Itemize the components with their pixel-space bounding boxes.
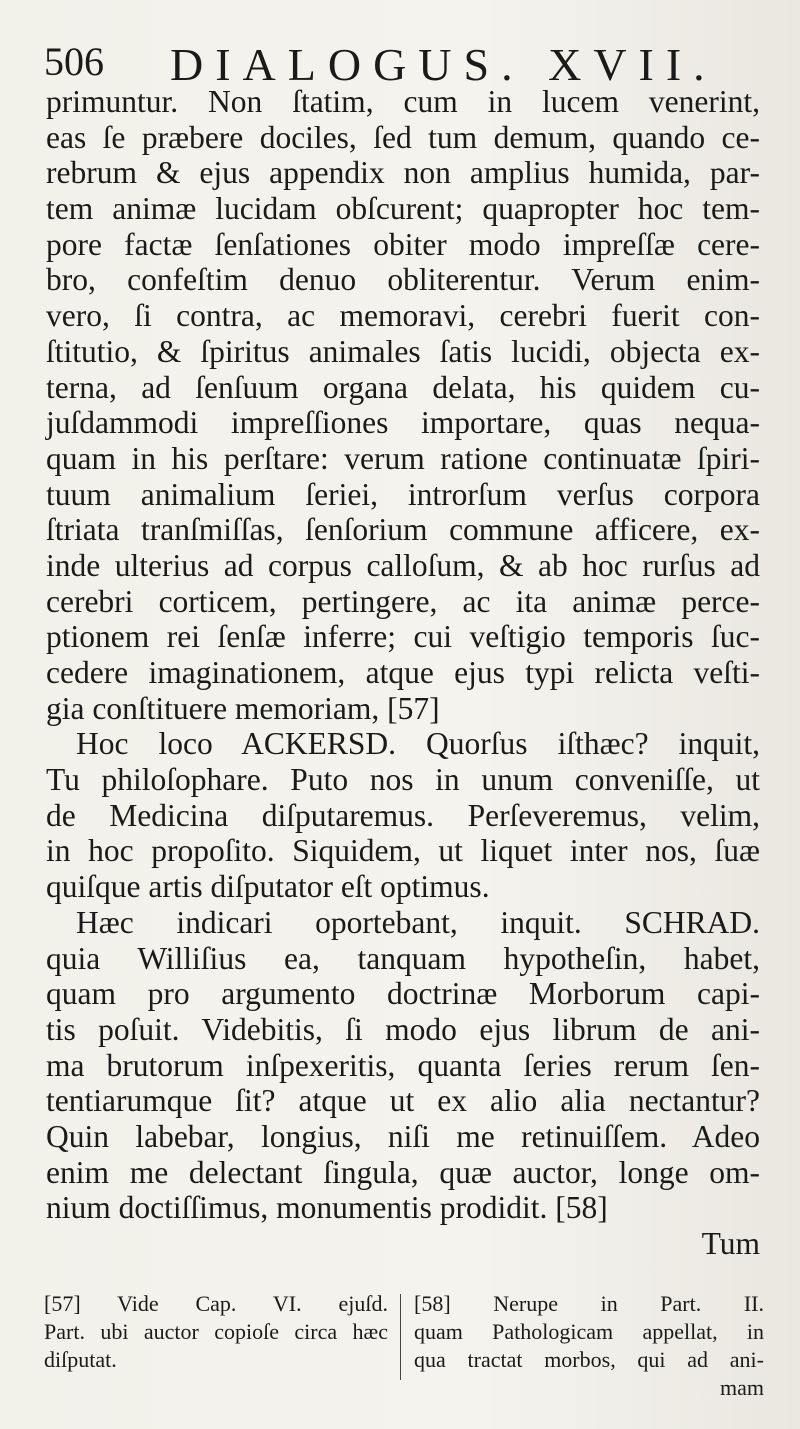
text-line: gia conſtituere memoriam, [57] <box>46 690 440 726</box>
text-line: juſdammodi impreſſiones importare, quas nequa- <box>46 405 760 441</box>
text-line: Hoc loco ACKERSD. Quorſus iſthæc? inquit, <box>76 726 760 762</box>
text-line: pore factæ ſenſationes obiter modo impreſſæ cere- <box>46 226 760 262</box>
footnote-line: quam Pathologicam appellat, in <box>414 1319 764 1344</box>
text-line: in hoc propoſito. Siquidem, ut liquet inter nos, ſuæ <box>46 833 760 869</box>
text-line: terna, ad ſenſuum organa delata, his quidem cu- <box>46 369 760 405</box>
running-title: DIALOGUS. XVII. <box>170 39 717 90</box>
text-line: nium doctiſſimus, monumentis prodidit. [58] <box>46 1190 608 1226</box>
footnote-line: diſputat. <box>44 1347 117 1372</box>
text-line: eas ſe præbere dociles, ſed tum demum, quando ce- <box>46 119 760 155</box>
footnote-line: qua tractat morbos, qui ad ani- <box>414 1347 764 1372</box>
footnotes <box>44 1290 764 1410</box>
text-line: de Medicina diſputaremus. Perſeveremus, velim, <box>46 797 760 833</box>
footnote-57 <box>44 1290 388 1374</box>
footnote-line: Part. ubi auctor copioſe circa hæc <box>44 1319 388 1344</box>
text-line: quiſque artis diſputator eſt optimus. <box>46 869 490 905</box>
text-line: Tu philoſophare. Puto nos in unum conveniſſe, ut <box>46 762 760 798</box>
text-line: ſtitutio, & ſpiritus animales ſatis lucidi, objecta ex- <box>46 333 760 369</box>
page-number: 506 <box>44 39 104 84</box>
catchword: Tum <box>701 1226 760 1261</box>
text-line: Quin labebar, longius, niſi me retinuiſſem. Adeo <box>46 1118 760 1154</box>
text-line: Hæc indicari oportebant, inquit. SCHRAD. <box>76 904 760 940</box>
text-line: primuntur. Non ſtatim, cum in lucem venerint, <box>46 84 760 119</box>
text-line: ptionem rei ſenſæ inferre; cui veſtigio temporis ſuc- <box>46 619 760 655</box>
footnote-58 <box>414 1290 764 1402</box>
text-line: quia Williſius ea, tanquam hypotheſin, habet, <box>46 940 760 976</box>
text-line: ſtriata tranſmiſſas, ſenſorium commune afficere, ex- <box>46 512 760 548</box>
footnote-line: [58] Nerupe in Part. II. <box>414 1291 764 1316</box>
running-header <box>44 38 764 90</box>
text-line: quam in his perſtare: verum ratione continuatæ ſpiri- <box>46 440 760 476</box>
text-line: tentiarumque ſit? atque ut ex alio alia nectantur? <box>46 1083 760 1119</box>
text-line: rebrum & ejus appendix non amplius humida, par- <box>46 155 760 191</box>
main-text <box>46 84 760 1262</box>
footnote-line: [57] Vide Cap. VI. ejuſd. <box>44 1291 388 1316</box>
footnote-divider <box>400 1294 401 1380</box>
text-line: cerebri corticem, pertingere, ac ita animæ perce- <box>46 583 760 619</box>
text-line: tem animæ lucidam obſcurent; quapropter hoc tem- <box>46 191 760 227</box>
text-line: cedere imaginationem, atque ejus typi relicta veſti- <box>46 655 760 690</box>
text-line: ma brutorum inſpexeritis, quanta ſeries rerum ſen- <box>46 1047 760 1083</box>
text-line: tuum animalium ſeriei, introrſum verſus corpora <box>46 476 760 512</box>
text-line: vero, ſi contra, ac memoravi, cerebri fuerit con- <box>46 298 760 334</box>
text-line: tis poſuit. Videbitis, ſi modo ejus librum de ani- <box>46 1011 760 1047</box>
text-line: quam pro argumento doctrinæ Morborum capi- <box>46 976 760 1012</box>
text-line: inde ulterius ad corpus calloſum, & ab hoc rurſus ad <box>46 547 760 583</box>
text-line: enim me delectant ſingula, quæ auctor, longe om- <box>46 1154 760 1190</box>
text-line: bro, confeſtim denuo obliterentur. Verum enim- <box>46 262 760 298</box>
footnote-catchword: mam <box>720 1375 764 1400</box>
